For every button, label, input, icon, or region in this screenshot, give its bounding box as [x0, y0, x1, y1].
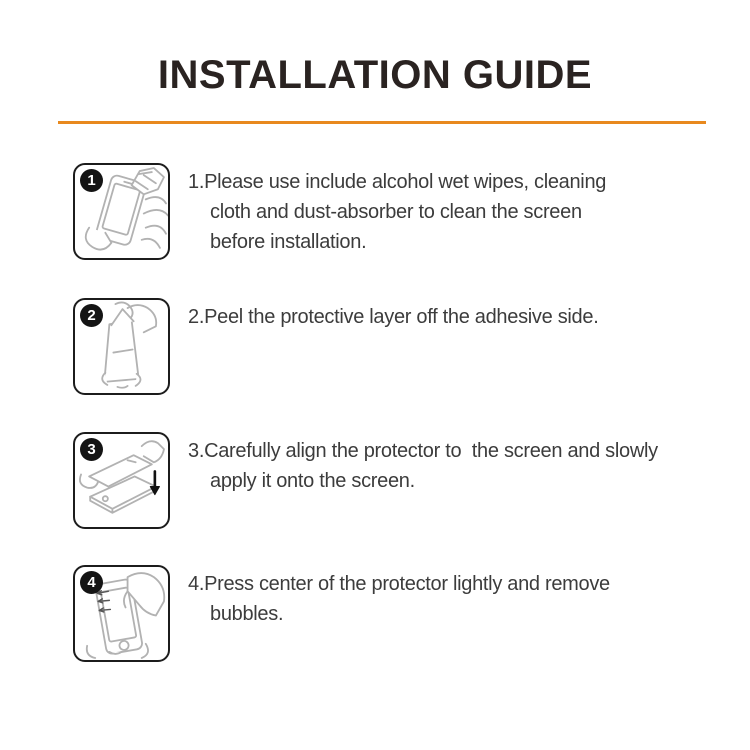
step-2-text: [188, 298, 598, 332]
step-text-line: bubbles.: [210, 603, 284, 625]
step-text-line: 3.Carefully align the protector to the screen and slowly: [188, 440, 658, 462]
step-3-illustration-box: [73, 432, 170, 529]
step-3-number-badge: 3: [80, 438, 103, 461]
step-1-illustration-box: [73, 163, 170, 260]
step-1-text: [188, 163, 606, 257]
step-text-line: before installation.: [210, 231, 367, 253]
step-row-4: [73, 565, 610, 662]
step-row-1: [73, 163, 606, 260]
step-2-number-badge: 2: [80, 304, 103, 327]
page-title: INSTALLATION GUIDE: [157, 53, 593, 97]
step-row-2: [73, 298, 598, 395]
step-text-line: 4.Press center of the protector lightly and remove: [188, 573, 610, 595]
step-2-illustration-box: [73, 298, 170, 395]
step-4-text: [188, 565, 610, 629]
step-3-text: [188, 432, 658, 496]
step-4-illustration-box: [73, 565, 170, 662]
step-4-number-badge: 4: [80, 571, 103, 594]
step-text-line: 2.Peel the protective layer off the adhesive side.: [188, 306, 599, 328]
step-text-line: 1.Please use include alcohol wet wipes, cleaning: [188, 171, 607, 193]
step-text-line: apply it onto the screen.: [210, 470, 415, 492]
accent-divider: [58, 121, 706, 124]
step-text-line: cloth and dust-absorber to clean the screen: [210, 201, 582, 223]
step-1-number-badge: 1: [80, 169, 103, 192]
step-row-3: [73, 432, 658, 529]
